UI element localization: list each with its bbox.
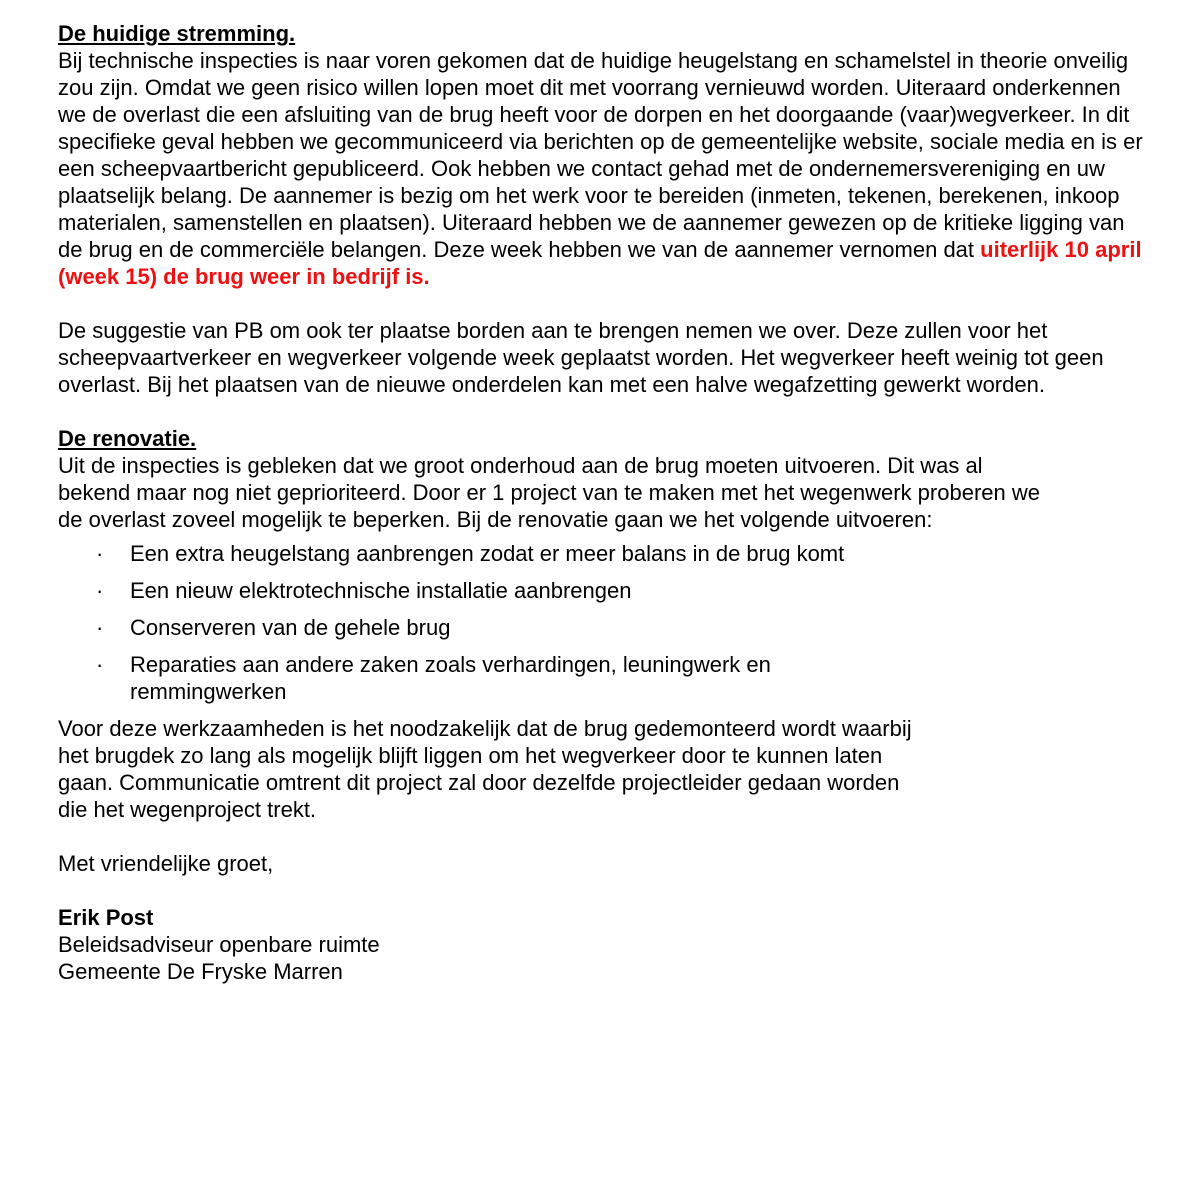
reopening-date-highlight: uiterlijk 10 april (week 15) de brug weer in bedrijf is. xyxy=(58,237,1142,289)
list-item xyxy=(58,577,850,604)
list-item xyxy=(58,651,850,705)
spacer xyxy=(58,398,1158,425)
dismantling-paragraph: Voor deze werkzaamheden is het noodzakelijk dat de brug gedemonteerd wordt waarbij het brugdek zo lang als mogelijk blijft liggen om het wegverkeer door te kunnen laten gaan. Communicatie omtrent dit project zal door dezelfde projectleider gedaan worden die het wegenproject trekt. xyxy=(58,716,912,822)
section-heading-renovatie: De renovatie. xyxy=(58,426,197,451)
bullet-dot-icon: · xyxy=(96,615,104,640)
bullet-dot-icon: · xyxy=(96,541,104,566)
section-heading-stremming: De huidige stremming. xyxy=(58,21,296,46)
signer-title: Beleidsadviseur openbare ruimte xyxy=(58,932,380,957)
list-item-text: Een extra heugelstang aanbrengen zodat er meer balans in de brug komt xyxy=(130,541,845,566)
list-item-text: Conserveren van de gehele brug xyxy=(130,615,451,640)
spacer xyxy=(58,823,1158,850)
signage-paragraph: De suggestie van PB om ook ter plaatse borden aan te brengen nemen we over. Deze zullen voor het scheepvaartverkeer en wegverkeer volgende week geplaatst worden. Het wegverkeer heeft weinig tot geen overlast. Bij het plaatsen van de nieuwe onderdelen kan met een halve wegafzetting gewerkt worden. xyxy=(58,318,1104,397)
stremming-paragraph xyxy=(58,47,1148,290)
spacer xyxy=(58,290,1158,317)
closing-greeting: Met vriendelijke groet, xyxy=(58,851,274,876)
spacer xyxy=(58,877,1158,904)
signer-organization: Gemeente De Fryske Marren xyxy=(58,959,343,984)
list-item-text: Een nieuw elektrotechnische installatie aanbrengen xyxy=(130,578,632,603)
list-item xyxy=(58,614,850,641)
renovatie-paragraph: Uit de inspecties is gebleken dat we groot onderhoud aan de brug moeten uitvoeren. Dit was al bekend maar nog niet geprioriteerd. Door er 1 project van te maken met het wegenwerk proberen we de overlast zoveel mogelijk te beperken. Bij de renovatie gaan we het volgende uitvoeren: xyxy=(58,453,1040,532)
list-item-text: Reparaties aan andere zaken zoals verhardingen, leuningwerk en remmingwerken xyxy=(130,652,771,704)
letter-body xyxy=(58,20,1158,985)
stremming-paragraph-text: Bij technische inspecties is naar voren gekomen dat de huidige heugelstang en schamelstel in theorie onveilig zou zijn. Omdat we geen risico willen lopen moet dit met voorrang vernieuwd worden. Uiteraard onderkennen we de overlast die een afsluiting van de brug heeft voor de dorpen en het doorgaande (vaar)wegverkeer. In dit specifieke geval hebben we gecommuniceerd via berichten op de gemeentelijke website, sociale media en is er een scheepvaartbericht gepubliceerd. Ook hebben we contact gehad met de ondernemersvereniging en uw plaatselijk belang. De aannemer is bezig om het werk voor te bereiden (inmeten, tekenen, berekenen, inkoop materialen, samenstellen en plaatsen). Uiteraard hebben we de aannemer gewezen op de kritieke ligging van de brug en de commerciële belangen. Deze week hebben we van de aannemer vernomen dat xyxy=(58,48,1143,262)
bullet-dot-icon: · xyxy=(96,578,104,603)
renovation-task-list xyxy=(58,540,1158,705)
bullet-dot-icon: · xyxy=(96,652,104,677)
signer-name: Erik Post xyxy=(58,905,154,930)
list-item xyxy=(58,540,850,567)
